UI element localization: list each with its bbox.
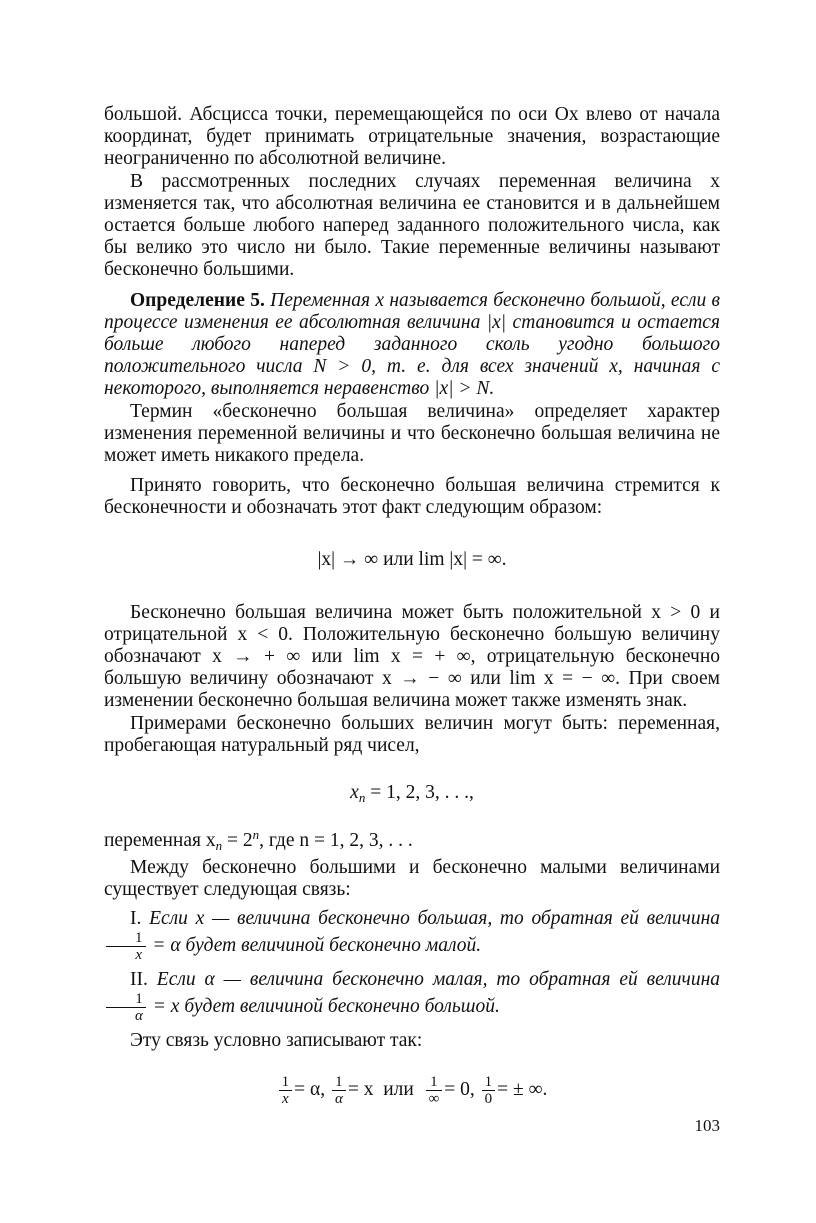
fraction-a — [279, 1074, 293, 1107]
paragraph-6: Примерами бесконечно больших величин могут быть: переменная, пробегающая натуральный ряд чисел, — [104, 712, 720, 756]
frac-den: α — [334, 1091, 343, 1108]
paragraph-2: В рассмотренных последних случаях переменная величина x изменяется так, что абсолютная величина ее становится и в дальнейшем остается больше любого наперед заданного положительного числа, как бы велико это число ни было. Такие переменные величины называют бесконечно большими. — [104, 170, 720, 281]
formula-or: или — [383, 1079, 414, 1101]
frac-den: 0 — [484, 1091, 493, 1108]
p7-sup: n — [252, 827, 260, 843]
rule-2-text-b: = x будет величиной бесконечно большой. — [152, 996, 500, 1018]
frac-num: 1 — [279, 1074, 293, 1091]
rule-2-number: II. — [130, 968, 148, 990]
formula-reciprocal-relation — [104, 1074, 720, 1107]
frac-den: x — [282, 1091, 289, 1108]
rule-1-fraction — [106, 930, 146, 963]
frac-num: 1 — [106, 930, 146, 947]
paragraph-4: Принято говорить, что бесконечно большая величина стремится к бесконечности и обозначать этот факт следующим образом: — [104, 475, 720, 519]
page-number: 103 — [694, 1116, 720, 1135]
frac-den: x — [135, 946, 143, 963]
paragraph-1: большой. Абсцисса точки, перемещающейся по оси Ox влево от начала координат, будет принимать отрицательные значения, возрастающие неограниченно по абсолютной величине. — [104, 104, 720, 170]
fraction-d — [482, 1074, 496, 1107]
formula-part-d: = ± ∞. — [497, 1079, 548, 1101]
rule-1-number: I. — [130, 907, 142, 929]
paragraph-3: Термин «бесконечно большая величина» определяет характер изменения переменной величины и что бесконечно большая величина не может иметь никакого предела. — [104, 400, 720, 467]
frac-den: ∞ — [428, 1091, 440, 1108]
paragraph-5: Бесконечно большая величина может быть положительной x > 0 и отрицательной x < 0. Положительную бесконечно большую величину обозначают x → + ∞ или lim x = + ∞, отрицательную бесконечно большую величину обозначают x → − ∞ или lim x = − ∞. При своем изменении бесконечно большая величина может также изменять знак. — [104, 601, 720, 712]
rule-1 — [104, 908, 720, 963]
formula-part-c: = 0, — [444, 1079, 475, 1101]
formula-rest: = 1, 2, 3, . . ., — [370, 782, 474, 804]
definition-lead: Определение 5. — [130, 289, 265, 311]
rule-1-text-b: = α будет величиной бесконечно малой. — [152, 934, 482, 956]
definition-5 — [104, 290, 720, 401]
p7-start: переменная x — [104, 830, 216, 852]
p7-sub: n — [215, 838, 223, 854]
formula-var: x — [350, 782, 359, 804]
frac-num: 1 — [426, 1074, 443, 1091]
rule-2 — [104, 969, 720, 1024]
paragraph-7 — [104, 824, 720, 857]
formula-natural-series — [104, 781, 720, 810]
paragraph-8: Между бесконечно большими и бесконечно малыми величинами существует следующая связь: — [104, 857, 720, 901]
formula-sub: n — [358, 790, 366, 806]
fraction-c — [426, 1074, 443, 1107]
formula-part-b: = x — [347, 1079, 374, 1101]
p7-end: , где n = 1, 2, 3, . . . — [259, 830, 413, 852]
rule-1-text-a: Если x — величина бесконечно большая, то обратная ей величина — [149, 907, 720, 929]
frac-num: 1 — [482, 1074, 496, 1091]
frac-den: α — [135, 1008, 143, 1025]
frac-num: 1 — [332, 1074, 346, 1091]
frac-num: 1 — [106, 991, 146, 1008]
definition-body: Переменная x называется бесконечно большой, если в процессе изменения ее абсолютная величина |x| становится и остается больше любого наперед заданного сколь угодно большого положительного числа N > 0, т. е. для всех значений x, начиная с некоторого, выполняется неравенство |x| > N. — [104, 289, 721, 400]
p7-mid: = 2 — [227, 830, 253, 852]
rule-2-text-a: Если α — величина бесконечно малая, то обратная ей величина — [156, 968, 721, 990]
formula-limit-infinity: |x| → ∞ или lim |x| = ∞. — [317, 548, 507, 570]
fraction-b — [332, 1074, 346, 1107]
paragraph-9: Эту связь условно записывают так: — [130, 1030, 423, 1052]
formula-part-a: = α, — [294, 1079, 326, 1101]
rule-2-fraction — [106, 991, 146, 1024]
